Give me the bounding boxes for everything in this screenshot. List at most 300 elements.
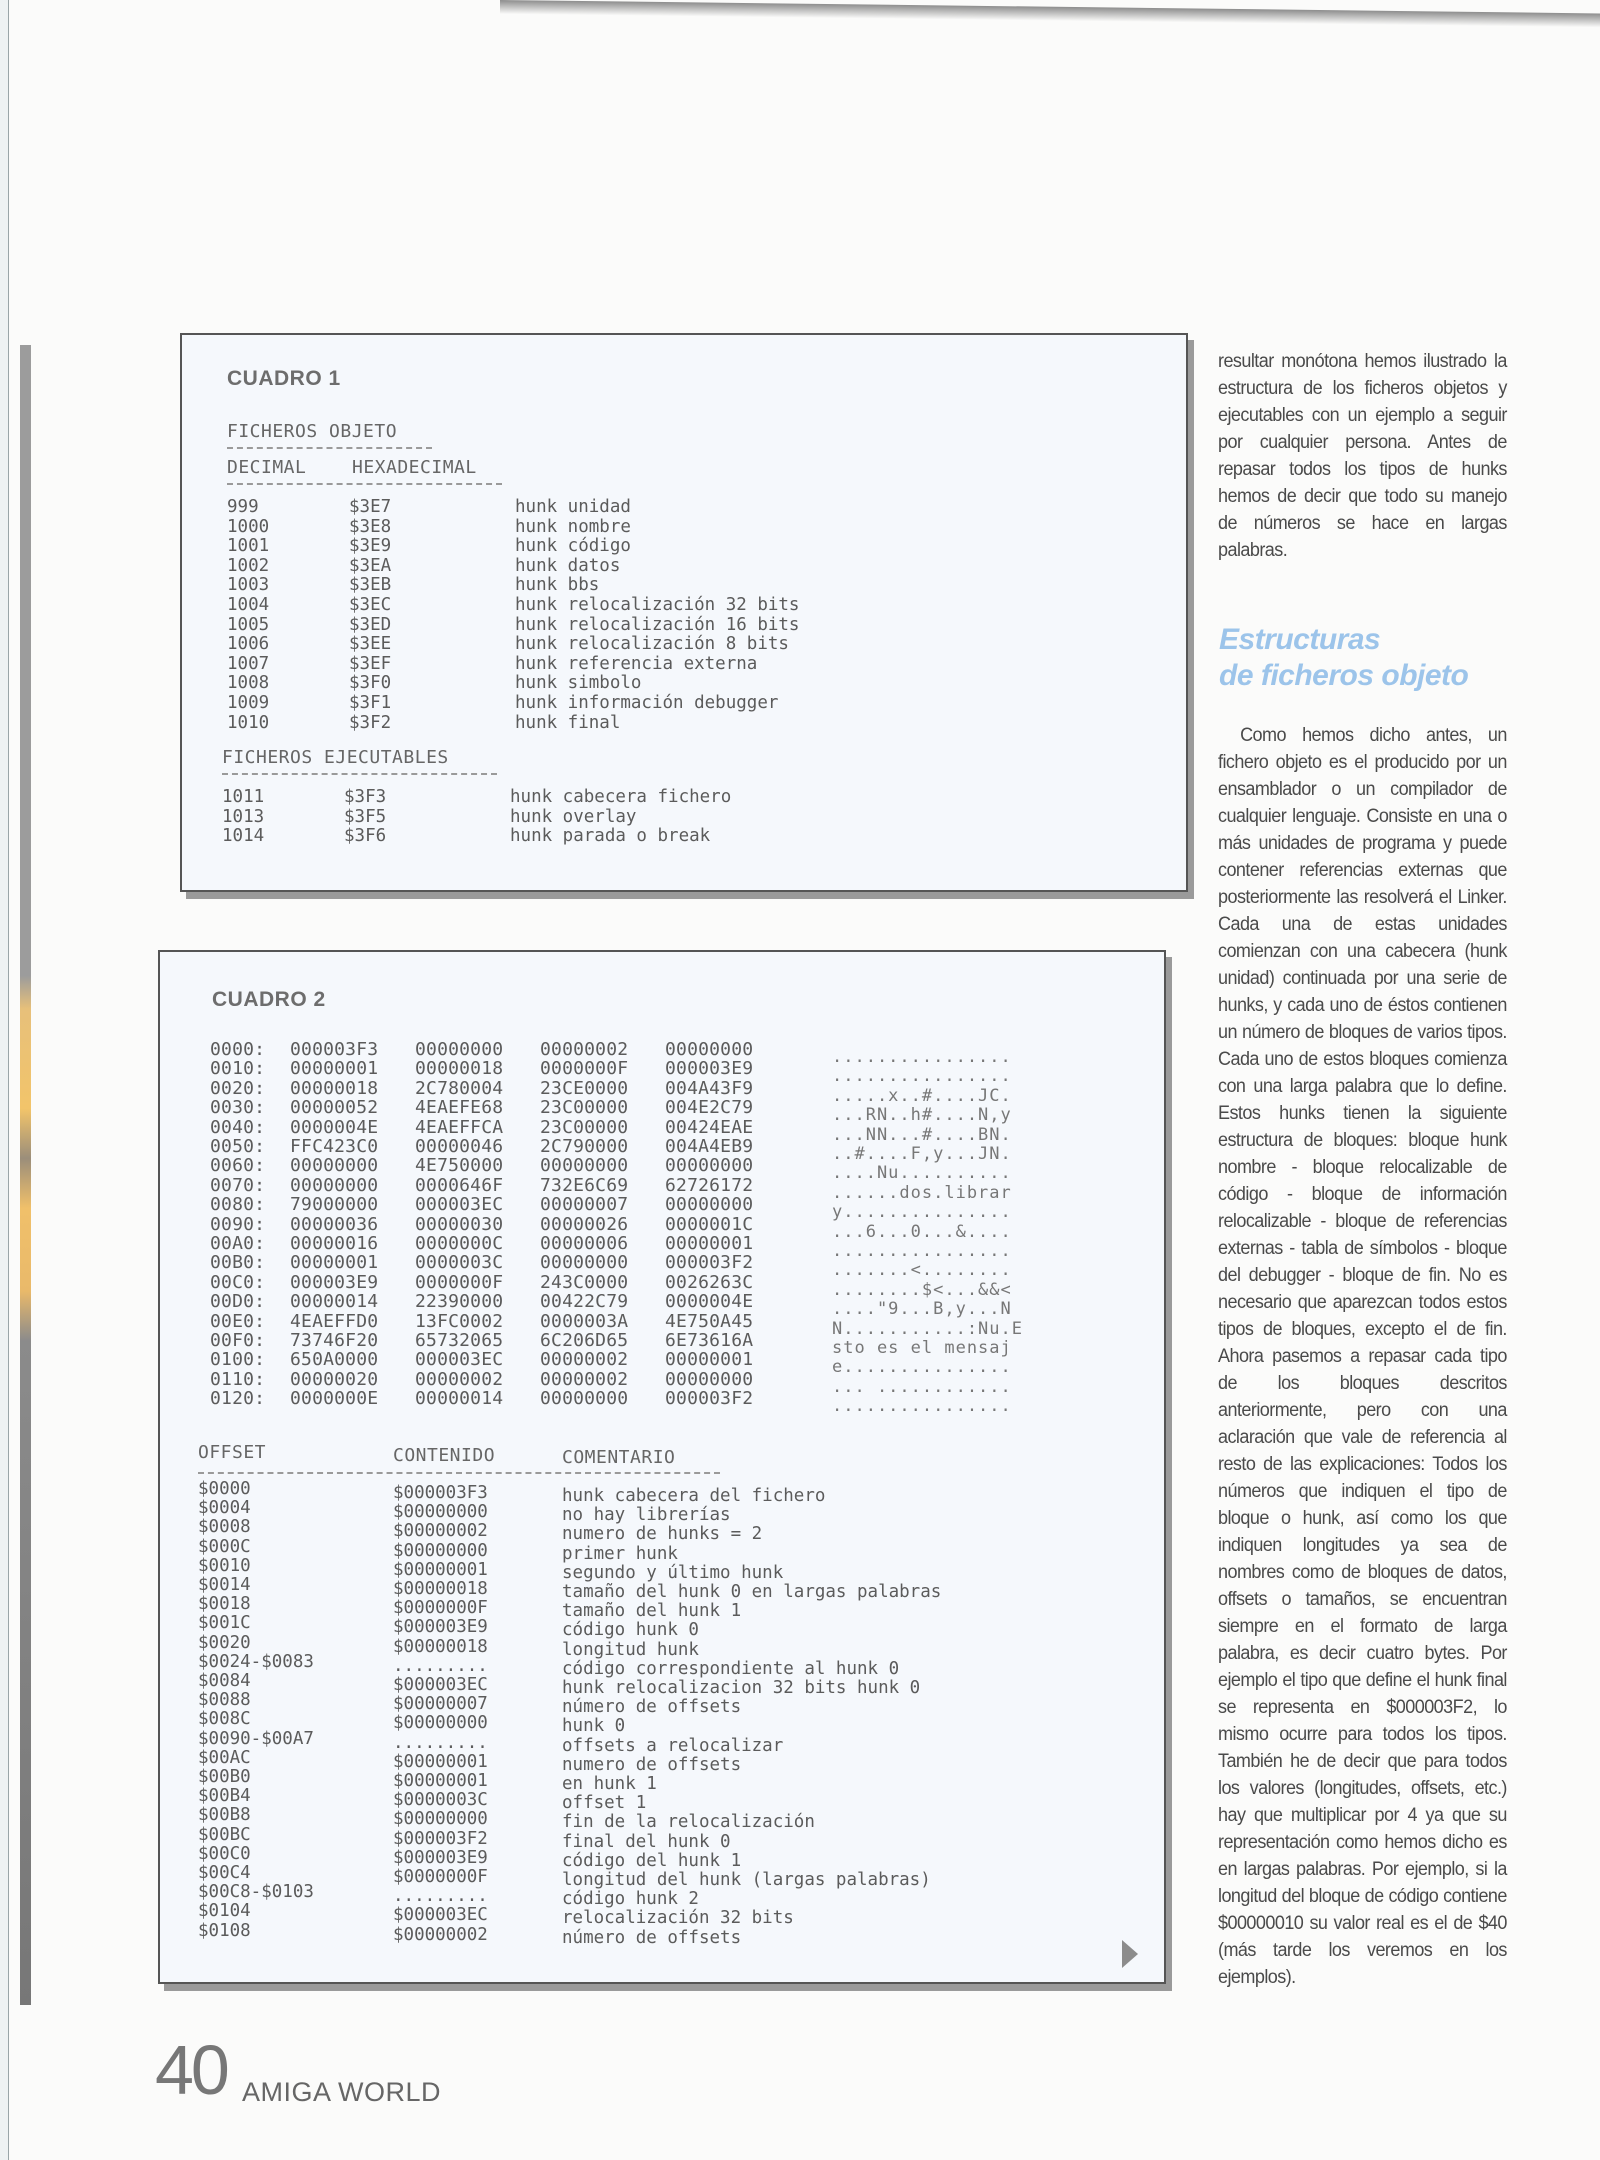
comentario-value: número de offsets	[562, 1927, 742, 1948]
divider	[198, 1472, 720, 1474]
hunk-description: hunk referencia externa	[515, 653, 758, 674]
decimal-value: 1001	[227, 536, 270, 557]
hexdump-word: 4EAEFE68	[415, 1097, 504, 1119]
comentario-value: código del hunk 1	[562, 1850, 742, 1871]
contenido-value: $00000001	[393, 1751, 488, 1772]
ascii-row: ... ............	[832, 1376, 1012, 1397]
ascii-row: ................	[832, 1066, 1012, 1087]
hexdump-row	[210, 1176, 810, 1195]
hex-value: $3F0	[349, 673, 392, 694]
decimal-value: 1014	[222, 826, 265, 847]
table-row	[227, 616, 947, 636]
heading-line-1: Estructuras	[1219, 623, 1381, 656]
hexdump-word: 00000052	[290, 1097, 379, 1119]
contenido-value: $00000000	[393, 1713, 488, 1734]
hex-value: $3EB	[349, 575, 392, 596]
hunk-description: hunk overlay	[510, 806, 637, 827]
hexdump-address: 00C0:	[210, 1271, 266, 1293]
article-intro	[1218, 348, 1507, 564]
contenido-value: $00000002	[393, 1924, 488, 1945]
hexdump-word: 00000018	[415, 1058, 504, 1080]
table-row	[227, 655, 947, 675]
hexdump-word: FFC423C0	[290, 1136, 379, 1157]
decimal-value: 1002	[227, 555, 270, 576]
hexdump-word: 00000020	[290, 1368, 379, 1390]
comentario-value: código correspondiente al hunk 0	[562, 1658, 900, 1679]
hexdump-word: 00000000	[290, 1174, 379, 1196]
hexdump-address: 00E0:	[210, 1310, 266, 1332]
hexdump-row	[210, 1215, 810, 1234]
hexdump-word: 0000000E	[290, 1388, 379, 1410]
hunk-description: hunk datos	[515, 555, 621, 576]
ascii-row: sto es el mensaj	[832, 1338, 1012, 1358]
ascii-row: .....x..#....JC.	[832, 1085, 1012, 1106]
contenido-value: $00000000	[393, 1809, 488, 1830]
decimal-value: 1006	[227, 634, 270, 655]
comentario-value: código hunk 2	[562, 1889, 699, 1910]
hexdump-word: 243C0000	[540, 1271, 629, 1293]
offset-value: $0018	[198, 1594, 251, 1615]
table-row	[227, 518, 947, 538]
offset-value: $00B8	[198, 1805, 251, 1826]
hexdump-word: 00000014	[290, 1291, 379, 1313]
divider	[227, 483, 502, 485]
hexdump-address: 0010:	[210, 1058, 266, 1080]
hexdump-word: 00000001	[290, 1058, 379, 1080]
contenido-value: $000003E9	[393, 1617, 488, 1638]
table-row	[198, 1728, 1118, 1756]
hunk-description: hunk relocalización 16 bits	[515, 614, 800, 635]
hexdump-word: 4E750000	[415, 1155, 504, 1177]
hex-value: $3E8	[349, 516, 392, 537]
hex-value: $3F6	[344, 826, 387, 847]
hexdump-address: 0120:	[210, 1388, 266, 1410]
hexdump-word: 4EAEFFD0	[290, 1310, 379, 1332]
offset-value: $001C	[198, 1613, 251, 1634]
cuadro-2-box	[158, 950, 1166, 1984]
table-row	[198, 1632, 1118, 1660]
decimal-value: 1009	[227, 693, 270, 713]
hexdump-word: 000003F3	[290, 1039, 379, 1060]
hex-value: $3EC	[349, 595, 392, 615]
hexdump-word: 23C00000	[540, 1097, 629, 1119]
table-row	[198, 1805, 1118, 1833]
ascii-row: ...."9...B,y...N	[832, 1299, 1012, 1320]
hexdump-word: 00000000	[665, 1368, 754, 1390]
offset-value: $00C8-$0103	[198, 1882, 314, 1903]
continue-arrow-icon	[1122, 1940, 1138, 1968]
comentario-value: longitud hunk	[562, 1639, 699, 1660]
hexdump-word: 00000006	[540, 1233, 629, 1254]
contenido-value: $00000018	[393, 1579, 488, 1599]
hunk-description: hunk código	[515, 536, 631, 557]
cuadro-1-title: CUADRO 1	[227, 367, 341, 390]
hexdump-word: 0026263C	[665, 1271, 754, 1293]
table-row	[227, 596, 947, 616]
hexdump-word: 00000000	[540, 1155, 629, 1177]
hexdump-word: 0000003C	[415, 1252, 504, 1274]
comentario-value: primer hunk	[562, 1543, 678, 1564]
hexdump-row	[210, 1098, 810, 1117]
contenido-value: $0000003C	[393, 1790, 488, 1811]
hexdump-word: 00000046	[415, 1136, 504, 1157]
hexdump-word: 732E6C69	[540, 1174, 629, 1196]
contenido-value: $00000000	[393, 1502, 488, 1523]
ascii-row: N...........:Nu.E	[832, 1318, 1023, 1339]
hunk-description: hunk relocalización 8 bits	[515, 634, 789, 655]
hexdump-word: 00000000	[415, 1039, 504, 1060]
offset-value: $000C	[198, 1536, 251, 1557]
table-row	[222, 808, 942, 828]
table-row	[198, 1863, 1118, 1890]
hexdump-word: 00000007	[540, 1194, 629, 1216]
hexdump-word: 000003E9	[665, 1058, 754, 1080]
hexdump-word: 62726172	[665, 1174, 754, 1196]
decimal-value: 1003	[227, 575, 270, 596]
ascii-row: ...RN..h#....N,y	[832, 1105, 1012, 1126]
table-row	[198, 1920, 1118, 1948]
ascii-row: y...............	[832, 1202, 1012, 1223]
offset-value: $0000	[198, 1479, 251, 1499]
hex-value: $3E9	[349, 536, 392, 557]
offset-value: $0108	[198, 1920, 251, 1941]
offset-value: $00BC	[198, 1824, 251, 1845]
hexdump-row	[210, 1253, 810, 1272]
ascii-row: .......<........	[832, 1260, 1012, 1281]
page-number: 40	[155, 2031, 227, 2109]
ascii-row: ........$<...&&<	[832, 1279, 1012, 1300]
ficheros-objeto-heading: FICHEROS OBJETO	[227, 421, 398, 442]
body-paragraph: Como hemos dicho antes, un fichero objeto es el producido por un ensamblador o un compilador de cualquier lenguaje. Consiste en una o más unidades de programa y puede contener referencias externas que posteriormente las resolverá el Linker. Cada una de estas unidades comienzan con una cabecera (hunk unidad) continuada por una serie de hunks, y cada uno de éstos contienen un número de bloques de varios tipos. Cada uno de estos bloques comienza con una larga palabra que lo define. Estos hunks tienen la siguiente estructura de bloques: bloque hunk nombre - bloque relocalizable de código - bloque de información relocalizable - bloque de referencias externas - tabla de símbolos - bloque del debugger - bloque de fin. No es necesario que aparezcan todos estos tipos de bloques, excepto el de fin. Ahora pasemos a repasar cada tipo de los bloques descritos anteriormente, pero con una aclaración que vale de referencia al resto de las explicaciones: Todos los números que indiquen el tipo de bloque o hunk, así como los que indiquen longitudes ya sea de nombres como de bloques de datos, offsets o tamaños, se encuentran siempre en el formato de larga palabra, es decir cuatro bytes. Por ejemplo el tipo que define el hunk final se representa en $000003F2, lo mismo ocurre para todos los tipos. También he de decir que para todos los valores (longitudes, offsets, etc.) hay que multiplicar por 4 ya que su representación como hemos dicho es en largas palabras. Por ejemplo, si la longitud del bloque de código contiene $00000010 su valor real es el de $40 (más tarde los veremos en los ejemplos).	[1218, 724, 1507, 1988]
hexdump-word: 00000036	[290, 1213, 379, 1235]
decimal-value: 1008	[227, 673, 270, 694]
hexdump-address: 00A0:	[210, 1233, 266, 1254]
contenido-value: $00000018	[393, 1636, 488, 1657]
hexdump-word: 2C790000	[540, 1136, 629, 1157]
contenido-value: $00000007	[393, 1694, 488, 1715]
hexdump-word: 00000001	[665, 1233, 754, 1254]
offset-value: $00B4	[198, 1786, 251, 1807]
offset-value: $00AC	[198, 1747, 251, 1768]
ficheros-ejecutables-heading: FICHEROS EJECUTABLES	[222, 747, 449, 768]
heading-line-2: de ficheros objeto	[1219, 659, 1469, 692]
hexdump-address: 0040:	[210, 1116, 266, 1138]
ascii-row: ...6...0...&....	[832, 1221, 1012, 1242]
hexdump-word: 000003EC	[415, 1349, 504, 1371]
hexdump-word: 004E2C79	[665, 1097, 754, 1119]
table-row	[198, 1479, 1118, 1506]
hexdump-row	[210, 1234, 810, 1253]
table-row	[227, 576, 947, 596]
comentario-value: hunk relocalizacion 32 bits hunk 0	[562, 1678, 921, 1698]
offset-value: $0004	[198, 1498, 251, 1519]
hexdump-word: 0000000F	[540, 1058, 629, 1080]
hexdump-word: 13FC0002	[415, 1310, 504, 1332]
hexdump-word: 22390000	[415, 1291, 504, 1313]
ascii-row: ...NN...#....BN.	[832, 1124, 1012, 1145]
ascii-row: ..#....F,y...JN.	[832, 1144, 1012, 1164]
contenido-value: .........	[393, 1886, 488, 1907]
hexdump-word: 00000002	[540, 1039, 629, 1060]
hexdump-row	[210, 1079, 810, 1098]
comentario-value: hunk cabecera del fichero	[562, 1486, 826, 1506]
hexdump-word: 000003F2	[665, 1252, 754, 1274]
hexdump-address: 0050:	[210, 1136, 266, 1157]
contenido-value: $00000001	[393, 1771, 488, 1791]
table-row	[227, 557, 947, 577]
hexdump-row	[210, 1312, 810, 1331]
hexdump-address: 0020:	[210, 1077, 266, 1099]
hexdump-row	[210, 1059, 810, 1078]
hex-value: $3E7	[349, 497, 392, 517]
table-row	[198, 1536, 1118, 1564]
hexdump-word: 0000004E	[665, 1291, 754, 1313]
page-margin-bar	[20, 345, 31, 2005]
decimal-value: 999	[227, 497, 259, 517]
hexdump-word: 4EAEFFCA	[415, 1116, 504, 1138]
table-row	[227, 714, 947, 734]
hex-value: $3F3	[344, 787, 387, 807]
hex-value: $3F2	[349, 712, 392, 733]
table-row	[198, 1575, 1118, 1602]
hunk-description: hunk información debugger	[515, 693, 779, 713]
decimal-value: 1011	[222, 787, 265, 807]
divider	[222, 773, 497, 775]
table-row	[227, 537, 947, 557]
hunk-description: hunk relocalización 32 bits	[515, 595, 800, 615]
table-row	[198, 1824, 1118, 1852]
hexdump-word: 000003F2	[665, 1388, 754, 1410]
hexdump-word: 00000030	[415, 1213, 504, 1235]
hexdump-word: 00000002	[540, 1368, 629, 1390]
hexdump-address: 00F0:	[210, 1330, 266, 1351]
table-row	[198, 1555, 1118, 1583]
comentario-value: offsets a relocalizar	[562, 1735, 784, 1756]
offset-value: $0008	[198, 1517, 251, 1538]
ascii-row: ................	[832, 1396, 1012, 1417]
hexdump-word: 00000000	[665, 1039, 754, 1060]
table-row	[227, 498, 947, 518]
offset-value: $0104	[198, 1901, 251, 1922]
hexdump-row	[210, 1195, 810, 1214]
hex-value: $3EE	[349, 634, 392, 655]
ascii-row: e...............	[832, 1357, 1012, 1378]
hexdump-word: 23C00000	[540, 1116, 629, 1138]
table-row	[198, 1613, 1118, 1641]
contenido-value: .........	[393, 1732, 488, 1753]
hexdump-row	[210, 1273, 810, 1292]
table-row	[198, 1843, 1118, 1871]
offset-value: $0014	[198, 1575, 251, 1595]
offset-value: $0024-$0083	[198, 1651, 314, 1672]
col-decimal-header: DECIMAL	[227, 457, 307, 478]
hexdump-row	[210, 1350, 810, 1369]
comentario-value: longitud del hunk (largas palabras)	[562, 1870, 931, 1890]
col-comentario-header: COMENTARIO	[562, 1447, 676, 1468]
comentario-value: número de offsets	[562, 1697, 742, 1718]
contenido-value: $00000000	[393, 1540, 488, 1561]
table-row	[227, 674, 947, 694]
decimal-value: 1007	[227, 653, 270, 674]
offset-value: $0090-$00A7	[198, 1728, 314, 1749]
table-row	[227, 635, 947, 655]
offset-value: $0084	[198, 1671, 251, 1691]
intro-paragraph: resultar monótona hemos ilustrado la estructura de los ficheros objetos y ejecutables con un ejemplo a seguir por cualquier persona. Antes de repasar todos los tipos de hunks hemos de decir que todo su manejo de números se hace en largas palabras.	[1218, 350, 1507, 561]
hexdump-word: 00000002	[415, 1368, 504, 1390]
contenido-value: $000003E9	[393, 1847, 488, 1868]
hexdump-address: 0110:	[210, 1368, 266, 1390]
table-row	[198, 1747, 1118, 1775]
hexdump-word: 6E73616A	[665, 1330, 754, 1351]
decimal-value: 1010	[227, 712, 270, 733]
hexdump-word: 00000000	[540, 1252, 629, 1274]
ascii-row: ......dos.librar	[832, 1182, 1012, 1203]
hexdump-row	[210, 1370, 810, 1389]
contenido-value: $00000001	[393, 1559, 488, 1580]
col-offset-header: OFFSET	[198, 1442, 267, 1463]
comentario-value: no hay librerías	[562, 1505, 731, 1526]
offset-value: $0020	[198, 1632, 251, 1653]
hexdump-word: 00000001	[665, 1349, 754, 1371]
decimal-value: 1013	[222, 806, 265, 827]
hexdump-word: 00000000	[540, 1388, 629, 1410]
hunk-description: hunk unidad	[515, 497, 631, 517]
table-row	[227, 694, 947, 714]
contenido-value: $00000002	[393, 1521, 488, 1542]
hexdump-word: 000003E9	[290, 1271, 379, 1293]
hexdump-word: 004A4EB9	[665, 1136, 754, 1157]
comentario-value: hunk 0	[562, 1716, 626, 1737]
hexdump-word: 00000018	[290, 1077, 379, 1099]
comentario-value: numero de offsets	[562, 1754, 742, 1775]
comentario-value: código hunk 0	[562, 1620, 699, 1641]
hex-value: $3F5	[344, 806, 387, 827]
offset-value: $0010	[198, 1555, 251, 1576]
hexdump-address: 00B0:	[210, 1252, 266, 1274]
hexdump-word: 00000000	[290, 1155, 379, 1177]
table-row	[222, 827, 942, 847]
contenido-value: $0000000F	[393, 1867, 488, 1887]
hexdump-word: 0000001C	[665, 1213, 754, 1235]
hexdump-word: 00000000	[665, 1194, 754, 1216]
hexdump-word: 00422C79	[540, 1291, 629, 1313]
comentario-value: tamaño del hunk 1	[562, 1601, 742, 1622]
table-row	[198, 1498, 1118, 1526]
page-top-shadow	[500, 0, 1600, 27]
hexdump-word: 6C206D65	[540, 1330, 629, 1351]
ascii-row: ....Nu..........	[832, 1163, 1012, 1184]
hexdump-word: 0000000F	[415, 1271, 504, 1293]
hexdump-word: 79000000	[290, 1194, 379, 1216]
offset-value: $00C4	[198, 1863, 251, 1883]
hexdump-word: 000003EC	[415, 1194, 504, 1216]
hunk-description: hunk cabecera fichero	[510, 787, 732, 807]
ascii-row: ................	[832, 1047, 1012, 1067]
hexdump-row	[210, 1040, 810, 1059]
table-row	[198, 1786, 1118, 1814]
section-heading	[1219, 622, 1549, 694]
offset-value: $008C	[198, 1709, 251, 1730]
hexdump-address: 0100:	[210, 1349, 266, 1371]
offset-value: $0088	[198, 1690, 251, 1711]
ascii-row: ................	[832, 1241, 1012, 1261]
hexdump-row	[210, 1137, 810, 1156]
magazine-name: AMIGA WORLD	[242, 2077, 442, 2107]
hexdump-word: 0000004E	[290, 1116, 379, 1138]
divider	[227, 447, 432, 449]
cuadro-2-title: CUADRO 2	[212, 988, 326, 1011]
hex-value: $3EA	[349, 555, 392, 576]
table-row	[198, 1594, 1118, 1622]
table-row	[198, 1690, 1118, 1718]
hexdump-word: 650A0000	[290, 1349, 379, 1371]
hexdump-address: 00D0:	[210, 1291, 266, 1313]
contenido-value: $000003EC	[393, 1675, 488, 1695]
table-row	[198, 1882, 1118, 1910]
article-body	[1218, 722, 1507, 1991]
contenido-value: .........	[393, 1655, 488, 1676]
hunk-description: hunk simbolo	[515, 673, 642, 694]
hexdump-word: 00000001	[290, 1252, 379, 1274]
hexdump-word: 00000014	[415, 1388, 504, 1410]
hexdump-word: 2C780004	[415, 1077, 504, 1099]
hexdump-address: 0080:	[210, 1194, 266, 1216]
comentario-value: tamaño del hunk 0 en largas palabras	[562, 1582, 942, 1602]
hexdump-word: 004A43F9	[665, 1077, 754, 1099]
hexdump-address: 0060:	[210, 1155, 266, 1177]
hexdump-address: 0090:	[210, 1213, 266, 1235]
hexdump-row	[210, 1292, 810, 1311]
contenido-value: $000003F2	[393, 1828, 488, 1849]
comentario-value: numero de hunks = 2	[562, 1524, 763, 1545]
cuadro-1-box	[180, 333, 1188, 892]
hunk-description: hunk parada o break	[510, 826, 711, 847]
hexdump-word: 0000000C	[415, 1233, 504, 1254]
comentario-value: segundo y último hunk	[562, 1562, 784, 1583]
hex-value: $3F1	[349, 693, 392, 713]
hexdump-word: 00000026	[540, 1213, 629, 1235]
table-row	[198, 1709, 1118, 1737]
hexdump-address: 0030:	[210, 1097, 266, 1119]
hexdump-row	[210, 1331, 810, 1350]
comentario-value: fin de la relocalización	[562, 1812, 815, 1833]
table-row	[198, 1671, 1118, 1698]
hexdump-word: 65732065	[415, 1330, 504, 1351]
offset-value: $00B0	[198, 1767, 251, 1787]
decimal-value: 1004	[227, 595, 270, 615]
table-row	[198, 1767, 1118, 1794]
decimal-value: 1000	[227, 516, 270, 537]
comentario-value: offset 1	[562, 1793, 647, 1814]
hexdump-address: 0070:	[210, 1174, 266, 1196]
hexdump-word: 00000016	[290, 1233, 379, 1254]
hexdump-word: 00424EAE	[665, 1116, 754, 1138]
hexdump-word: 23CE0000	[540, 1077, 629, 1099]
decimal-value: 1005	[227, 614, 270, 635]
hexdump-word: 00000000	[665, 1155, 754, 1177]
hexdump-row	[210, 1118, 810, 1137]
comentario-value: relocalización 32 bits	[562, 1908, 794, 1929]
col-contenido-header: CONTENIDO	[393, 1445, 496, 1466]
table-row	[198, 1651, 1118, 1679]
hexdump-row	[210, 1156, 810, 1175]
page-binding-edge	[0, 0, 9, 2160]
contenido-value: $0000000F	[393, 1598, 488, 1619]
hexdump-word: 0000646F	[415, 1174, 504, 1196]
hunk-description: hunk final	[515, 712, 621, 733]
hexdump-word: 73746F20	[290, 1330, 379, 1351]
hunk-description: hunk nombre	[515, 516, 631, 537]
